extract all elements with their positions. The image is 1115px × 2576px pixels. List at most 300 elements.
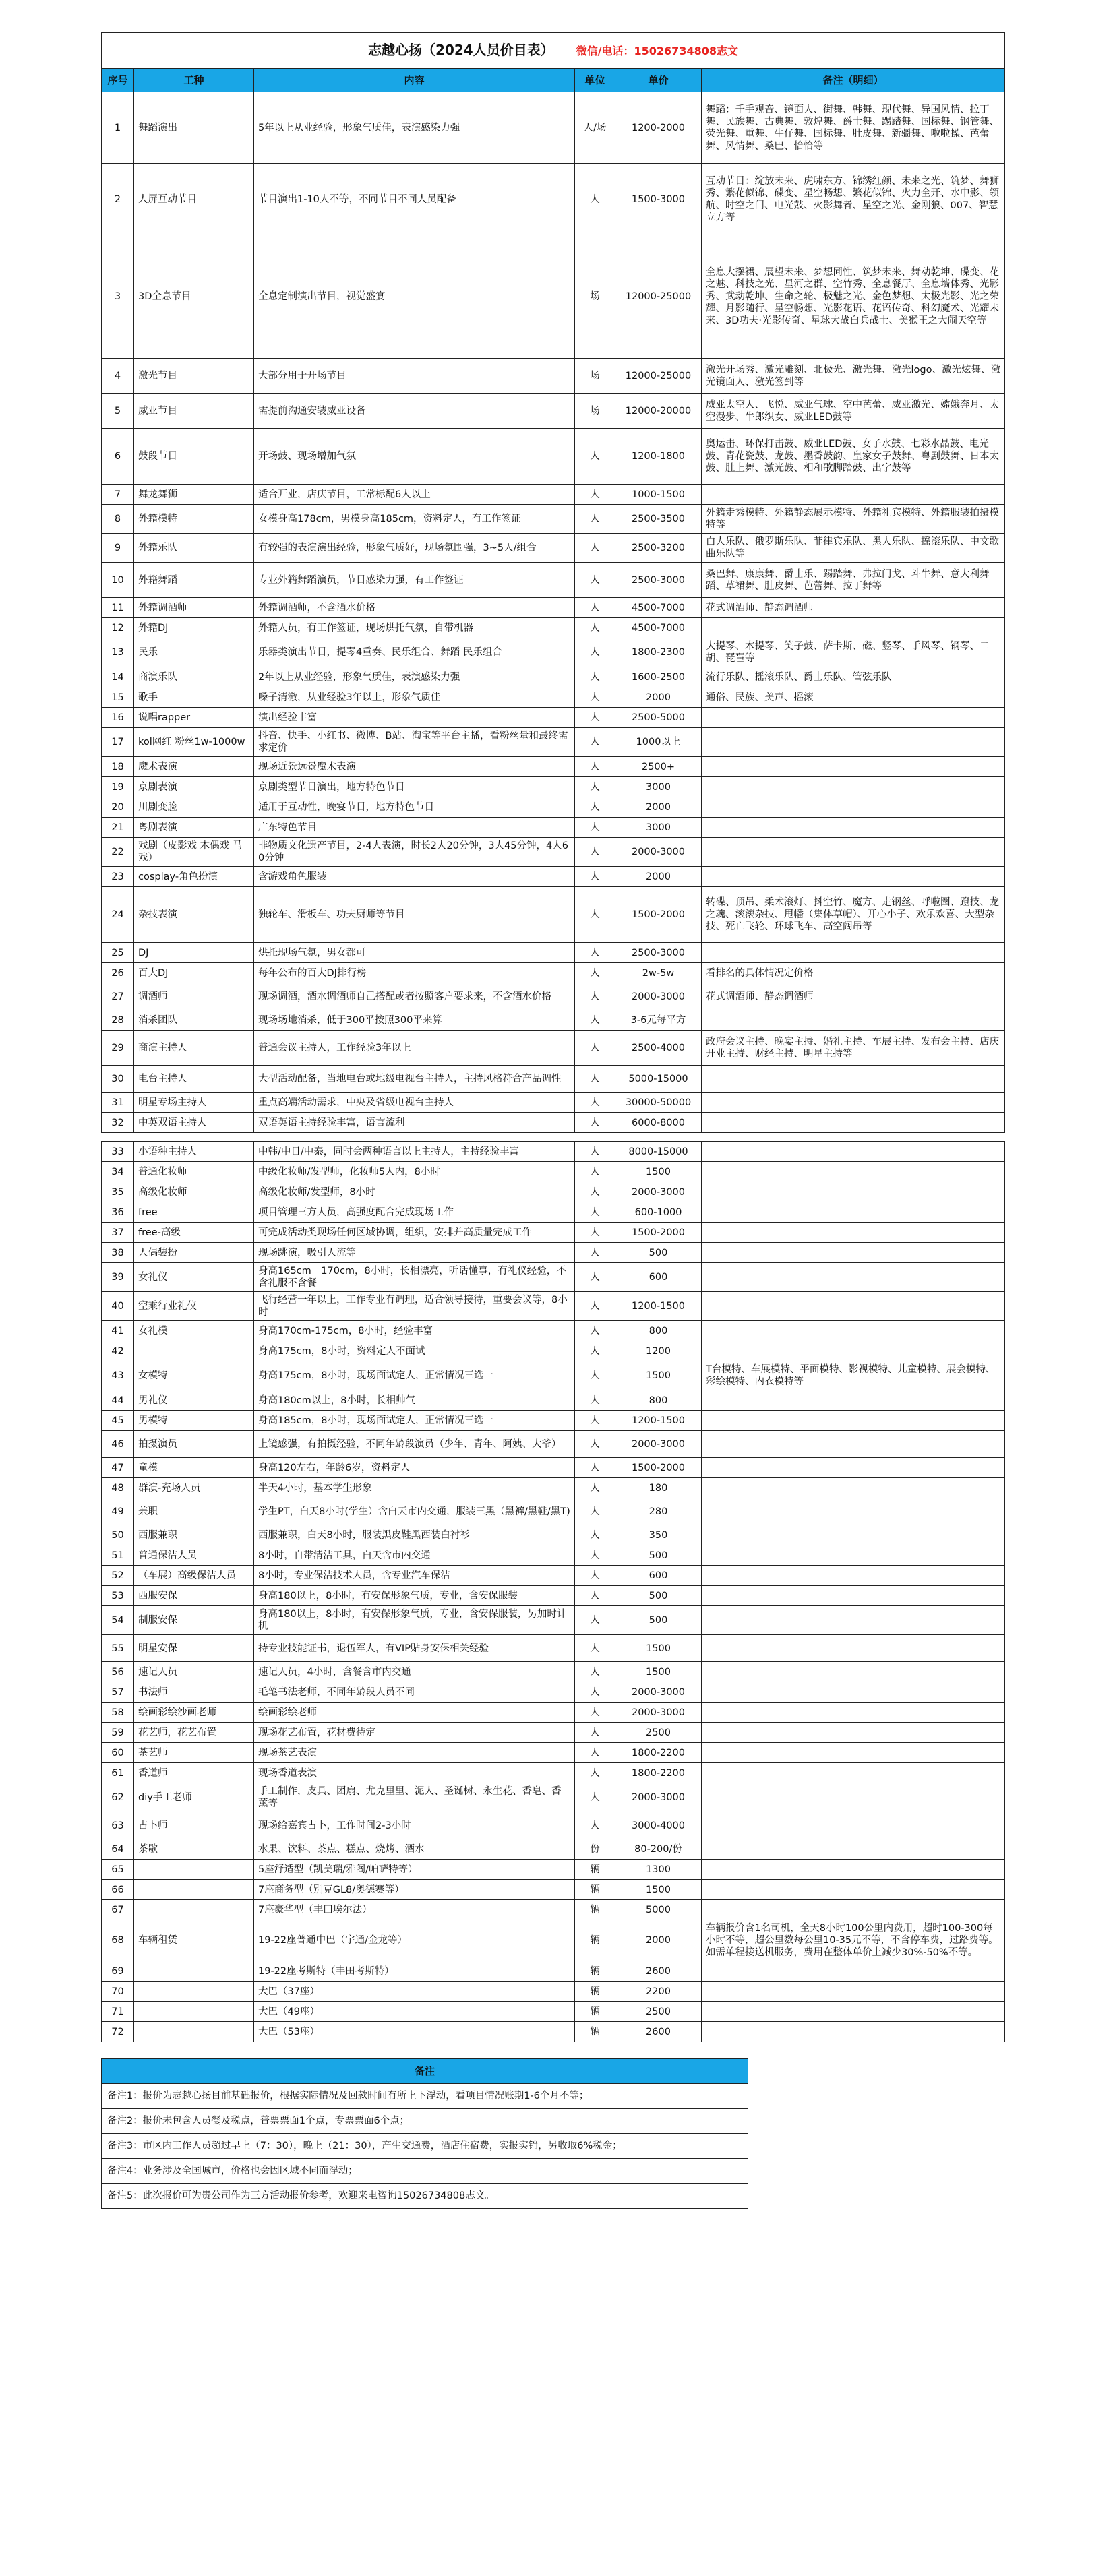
row-remark: [702, 1321, 1005, 1341]
row-type: 茶艺师: [134, 1743, 254, 1763]
row-type: 车辆租赁: [134, 1920, 254, 1961]
row-unit: 人: [575, 1458, 615, 1478]
row-price: 1000-1500: [615, 485, 702, 505]
table-row: [102, 667, 1005, 687]
row-price: 2000-3000: [615, 1703, 702, 1723]
row-type: 明星专场主持人: [134, 1093, 254, 1113]
row-price: 5000: [615, 1900, 702, 1920]
row-unit: 人: [575, 757, 615, 777]
row-type: 女礼模: [134, 1321, 254, 1341]
row-number: 48: [102, 1478, 134, 1498]
table-row: [102, 1113, 1005, 1133]
row-number: 11: [102, 598, 134, 618]
row-price: 80-200/份: [615, 1839, 702, 1860]
table-body-part1: [102, 92, 1005, 1133]
row-type: 商演主持人: [134, 1031, 254, 1066]
row-unit: 人: [575, 1113, 615, 1133]
row-number: 15: [102, 687, 134, 708]
row-unit: 人: [575, 1635, 615, 1662]
row-price: 1500-2000: [615, 887, 702, 943]
row-price: 600-1000: [615, 1202, 702, 1223]
row-number: 39: [102, 1263, 134, 1292]
row-type: 川剧变脸: [134, 797, 254, 818]
row-remark: [702, 2002, 1005, 2022]
row-price: 500: [615, 1606, 702, 1635]
row-content: 19-22座普通中巴（宇通/金龙等）: [254, 1920, 575, 1961]
table-row: [102, 534, 1005, 563]
row-content: 7座豪华型（丰田埃尔法）: [254, 1900, 575, 1920]
row-content: 学生PT，白天8小时(学生）含白天市内交通，服装三黑（黑裤/黑鞋/黑T): [254, 1498, 575, 1525]
row-remark: 车辆报价含1名司机，全天8小时100公里内费用，超时100-300每小时不等，超公里数每公里10-35元不等，不含停车费，过路费等。如需单程接送机服务，费用在整体单价上减少30%-50%不等。: [702, 1920, 1005, 1961]
table-row: [102, 638, 1005, 667]
row-content: 大巴（37座）: [254, 1982, 575, 2002]
row-type: 说唱rapper: [134, 708, 254, 728]
row-type: 书法师: [134, 1682, 254, 1703]
row-price: 2000-3000: [615, 1431, 702, 1458]
row-number: 32: [102, 1113, 134, 1133]
row-number: 13: [102, 638, 134, 667]
row-remark: [702, 867, 1005, 887]
table-row: [102, 1525, 1005, 1545]
row-remark: [702, 1162, 1005, 1182]
row-content: 8小时，专业保洁技术人员，含专业汽车保洁: [254, 1566, 575, 1586]
row-remark: [702, 797, 1005, 818]
row-number: 59: [102, 1723, 134, 1743]
table-row: [102, 1361, 1005, 1390]
row-price: 600: [615, 1263, 702, 1292]
row-remark: 白人乐队、俄罗斯乐队、菲律宾乐队、黑人乐队、摇滚乐队、中文歌曲乐队等: [702, 534, 1005, 563]
row-content: 适合开业，店庆节目，工常标配6人以上: [254, 485, 575, 505]
row-unit: 人: [575, 1723, 615, 1743]
row-content: 7座商务型（别克GL8/奥德赛等）: [254, 1880, 575, 1900]
row-number: 2: [102, 164, 134, 235]
row-number: 28: [102, 1010, 134, 1031]
row-number: 12: [102, 618, 134, 638]
price-table: [101, 32, 1005, 2042]
row-unit: 人: [575, 1031, 615, 1066]
row-unit: 人: [575, 1662, 615, 1682]
row-type: 威亚节目: [134, 394, 254, 429]
row-number: 35: [102, 1182, 134, 1202]
row-content: 全息定制演出节目，视觉盛宴: [254, 235, 575, 359]
row-number: 51: [102, 1545, 134, 1566]
row-number: 25: [102, 943, 134, 963]
table-body-part2: [102, 1142, 1005, 2042]
row-unit: 人: [575, 638, 615, 667]
row-type: 歌手: [134, 687, 254, 708]
row-price: 2500-3200: [615, 534, 702, 563]
row-unit: 人: [575, 1010, 615, 1031]
row-content: 身高175cm，8小时，现场面试定人，正常情况三选一: [254, 1361, 575, 1390]
row-type: 男模特: [134, 1411, 254, 1431]
table-row: [102, 1635, 1005, 1662]
row-remark: [702, 777, 1005, 797]
row-content: 现场场地消杀，低于300平按照300平来算: [254, 1010, 575, 1031]
row-type: cosplay-角色扮演: [134, 867, 254, 887]
table-row: [102, 1292, 1005, 1321]
row-remark: [702, 485, 1005, 505]
row-unit: 人: [575, 1263, 615, 1292]
row-content: 大巴（49座）: [254, 2002, 575, 2022]
row-unit: 人: [575, 505, 615, 534]
row-content: 抖音、快手、小红书、微博、B站、淘宝等平台主播，看粉丝量和最终需求定价: [254, 728, 575, 757]
row-remark: [702, 1812, 1005, 1839]
notes-table: [101, 2058, 748, 2209]
row-number: 62: [102, 1783, 134, 1812]
table-row: [102, 598, 1005, 618]
row-price: 1500-2000: [615, 1223, 702, 1243]
row-price: 2000-3000: [615, 838, 702, 867]
row-number: 50: [102, 1525, 134, 1545]
row-unit: 人: [575, 1223, 615, 1243]
note-text: 备注3：市区内工作人员超过早上（7：30），晚上（21：30），产生交通费，酒店住宿费，实报实销，另收取6%税金；: [102, 2134, 748, 2159]
table-row: [102, 1478, 1005, 1498]
table-row: [102, 687, 1005, 708]
header-unit: 单位: [575, 69, 615, 92]
row-number: 61: [102, 1763, 134, 1783]
row-number: 37: [102, 1223, 134, 1243]
row-number: 1: [102, 92, 134, 164]
row-unit: 人: [575, 429, 615, 485]
row-remark: 转碟、顶吊、柔术滚灯、抖空竹、魔方、走钢丝、呼啦圈、蹬技、龙之魂、滚滚杂技、甩幡（集体草帽）、开心小子、欢乐欢喜、大型杂技、死亡飞轮、环球飞车、高空阔吊等: [702, 887, 1005, 943]
row-content: 身高185cm，8小时，现场面试定人，正常情况三选一: [254, 1411, 575, 1431]
row-price: 1600-2500: [615, 667, 702, 687]
row-type: 西服兼职: [134, 1525, 254, 1545]
row-price: 2200: [615, 1982, 702, 2002]
row-remark: 桑巴舞、康康舞、爵士乐、踢踏舞、弗拉门戈、斗牛舞、意大利舞蹈、草裙舞、肚皮舞、芭蕾舞、拉丁舞等: [702, 563, 1005, 598]
row-unit: 人: [575, 534, 615, 563]
row-type: 外籍舞蹈: [134, 563, 254, 598]
row-number: 63: [102, 1812, 134, 1839]
row-type: 空乘行业礼仪: [134, 1292, 254, 1321]
row-remark: 流行乐队、摇滚乐队、爵士乐队、管弦乐队: [702, 667, 1005, 687]
row-type: 男礼仪: [134, 1390, 254, 1411]
row-unit: 场: [575, 359, 615, 394]
row-type: 绘画彩绘沙画老师: [134, 1703, 254, 1723]
row-remark: [702, 1900, 1005, 1920]
gap-row: [102, 1133, 1005, 1142]
row-price: 2w-5w: [615, 963, 702, 983]
table-row: [102, 708, 1005, 728]
row-unit: 人: [575, 485, 615, 505]
row-type: 调酒师: [134, 983, 254, 1010]
row-remark: [702, 1498, 1005, 1525]
row-number: 22: [102, 838, 134, 867]
table-row: [102, 1743, 1005, 1763]
row-price: 1500-3000: [615, 164, 702, 235]
row-type: 花艺师，花艺布置: [134, 1723, 254, 1743]
row-unit: 人: [575, 1682, 615, 1703]
row-content: 适用于互动性，晚宴节目，地方特色节目: [254, 797, 575, 818]
row-remark: [702, 1142, 1005, 1162]
table-row: [102, 1411, 1005, 1431]
table-gap: [102, 1133, 1005, 1142]
row-unit: 人: [575, 618, 615, 638]
row-price: 3000: [615, 777, 702, 797]
table-row: [102, 1341, 1005, 1361]
row-type: [134, 1341, 254, 1361]
row-price: 2500-3500: [615, 505, 702, 534]
table-row: [102, 1703, 1005, 1723]
row-number: 42: [102, 1341, 134, 1361]
row-type: 兼职: [134, 1498, 254, 1525]
table-row: [102, 485, 1005, 505]
row-price: 1200-1800: [615, 429, 702, 485]
table-row: [102, 1182, 1005, 1202]
row-number: 36: [102, 1202, 134, 1223]
row-unit: 场: [575, 235, 615, 359]
row-unit: 人: [575, 1586, 615, 1606]
row-content: 中级化妆师/发型师，化妆师5人内，8小时: [254, 1162, 575, 1182]
row-unit: 人: [575, 1783, 615, 1812]
row-remark: [702, 1525, 1005, 1545]
row-unit: 人: [575, 667, 615, 687]
row-content: 身高180cm以上，8小时，长相帅气: [254, 1390, 575, 1411]
row-type: free: [134, 1202, 254, 1223]
table-row: [102, 1920, 1005, 1961]
row-content: 含游戏角色服装: [254, 867, 575, 887]
row-unit: 人: [575, 818, 615, 838]
header-type: 工种: [134, 69, 254, 92]
row-remark: [702, 1223, 1005, 1243]
row-type: 百大DJ: [134, 963, 254, 983]
table-row: [102, 728, 1005, 757]
table-row: [102, 1431, 1005, 1458]
row-unit: 人: [575, 1498, 615, 1525]
row-unit: 人: [575, 708, 615, 728]
row-type: kol网红 粉丝1w-1000w: [134, 728, 254, 757]
row-content: 外籍人员，有工作签证，现场烘托气氛，自带机器: [254, 618, 575, 638]
row-type: 激光节目: [134, 359, 254, 394]
row-type: [134, 2002, 254, 2022]
row-unit: 辆: [575, 2002, 615, 2022]
row-unit: 人: [575, 1093, 615, 1113]
row-type: 粤剧表演: [134, 818, 254, 838]
row-remark: [702, 757, 1005, 777]
row-unit: 人: [575, 1341, 615, 1361]
row-number: 52: [102, 1566, 134, 1586]
table-row: [102, 838, 1005, 867]
row-number: 56: [102, 1662, 134, 1682]
row-remark: [702, 1202, 1005, 1223]
row-unit: 人/场: [575, 92, 615, 164]
row-price: 6000-8000: [615, 1113, 702, 1133]
row-remark: [702, 1390, 1005, 1411]
row-unit: 人: [575, 1162, 615, 1182]
row-number: 41: [102, 1321, 134, 1341]
row-remark: T台模特、车展模特、平面模特、影视模特、儿童模特、展会模特、彩绘模特、内衣模特等: [702, 1361, 1005, 1390]
row-content: 乐器类演出节目，提琴4重奏、民乐组合、舞蹈 民乐组合: [254, 638, 575, 667]
row-number: 20: [102, 797, 134, 818]
row-number: 71: [102, 2002, 134, 2022]
row-content: 节目演出1-10人不等，不同节目不同人员配备: [254, 164, 575, 235]
row-type: 拍摄演员: [134, 1431, 254, 1458]
row-remark: [702, 1292, 1005, 1321]
table-row: [102, 1982, 1005, 2002]
header-price: 单价: [615, 69, 702, 92]
row-content: 西服兼职，白天8小时，服装黑皮鞋黑西装白衬衫: [254, 1525, 575, 1545]
row-remark: [702, 618, 1005, 638]
row-content: 身高165cm－170cm，8小时，长相漂亮，听话懂事，有礼仪经验，不含礼服不含餐: [254, 1263, 575, 1292]
header-content: 内容: [254, 69, 575, 92]
note-text: 备注2：报价未包含人员餐及税点，普票票面1个点，专票票面6个点；: [102, 2109, 748, 2134]
row-price: 500: [615, 1545, 702, 1566]
row-price: 3000-4000: [615, 1812, 702, 1839]
row-price: 3-6元每平方: [615, 1010, 702, 1031]
row-price: 8000-15000: [615, 1142, 702, 1162]
row-price: 2500-4000: [615, 1031, 702, 1066]
header-row: [102, 69, 1005, 92]
row-content: 速记人员，4小时，含餐含市内交通: [254, 1662, 575, 1682]
row-price: 2000: [615, 797, 702, 818]
table-row: [102, 1031, 1005, 1066]
table-row: [102, 1263, 1005, 1292]
row-remark: [702, 1545, 1005, 1566]
row-remark: [702, 1458, 1005, 1478]
row-unit: 人: [575, 1202, 615, 1223]
row-number: 8: [102, 505, 134, 534]
row-type: 高级化妆师: [134, 1182, 254, 1202]
row-number: 23: [102, 867, 134, 887]
row-remark: [702, 1113, 1005, 1133]
row-type: 群演-充场人员: [134, 1478, 254, 1498]
row-type: 舞龙舞狮: [134, 485, 254, 505]
row-remark: 花式调酒师、静态调酒师: [702, 983, 1005, 1010]
row-content: 身高180以上，8小时，有安保形象气质，专业，含安保服装，另加时计机: [254, 1606, 575, 1635]
row-content: 8小时，自带清洁工具，白天含市内交通: [254, 1545, 575, 1566]
row-type: diy手工老师: [134, 1783, 254, 1812]
row-type: 京剧表演: [134, 777, 254, 797]
row-unit: 辆: [575, 1982, 615, 2002]
row-price: 1300: [615, 1860, 702, 1880]
row-remark: 互动节目：绽放未来、虎啸东方、锦绣红颜、未来之光、筑梦、舞狮秀、繁花似锦、碟变、星空畅想、繁花似锦、火力全开、水中影、领航、时空之门、电光鼓、火影舞者、星空之光、金刚狼、007、智慧立方等: [702, 164, 1005, 235]
table-row: [102, 1093, 1005, 1113]
table-row: [102, 1458, 1005, 1478]
row-unit: 辆: [575, 1860, 615, 1880]
row-price: 1500-2000: [615, 1458, 702, 1478]
row-number: 10: [102, 563, 134, 598]
row-number: 47: [102, 1458, 134, 1478]
row-remark: [702, 1431, 1005, 1458]
row-price: 30000-50000: [615, 1093, 702, 1113]
row-remark: 政府会议主持、晚宴主持、婚礼主持、车展主持、发布会主持、店庆开业主持、财经主持、明星主持等: [702, 1031, 1005, 1066]
row-content: 双语英语主持经验丰富，语言流利: [254, 1113, 575, 1133]
row-remark: [702, 1682, 1005, 1703]
note-row: [102, 2184, 748, 2209]
row-price: 2000-3000: [615, 1182, 702, 1202]
table-row: [102, 1498, 1005, 1525]
row-price: 1200-1500: [615, 1292, 702, 1321]
row-unit: 人: [575, 1066, 615, 1093]
row-remark: [702, 1723, 1005, 1743]
row-number: 45: [102, 1411, 134, 1431]
row-price: 1800-2200: [615, 1743, 702, 1763]
row-content: 身高180以上，8小时，有安保形象气质，专业，含安保服装: [254, 1586, 575, 1606]
row-number: 5: [102, 394, 134, 429]
row-type: 人偶装扮: [134, 1243, 254, 1263]
row-remark: [702, 838, 1005, 867]
row-remark: [702, 708, 1005, 728]
row-number: 65: [102, 1860, 134, 1880]
row-type: 外籍模特: [134, 505, 254, 534]
table-row: [102, 1321, 1005, 1341]
row-price: 1800-2300: [615, 638, 702, 667]
row-content: 大巴（53座）: [254, 2022, 575, 2042]
row-remark: [702, 1860, 1005, 1880]
row-number: 53: [102, 1586, 134, 1606]
row-type: 鼓段节目: [134, 429, 254, 485]
row-remark: 花式调酒师、静态调酒师: [702, 598, 1005, 618]
table-row: [102, 1223, 1005, 1243]
row-remark: [702, 1635, 1005, 1662]
row-price: 180: [615, 1478, 702, 1498]
row-number: 7: [102, 485, 134, 505]
row-type: 电台主持人: [134, 1066, 254, 1093]
note-row: [102, 2084, 748, 2109]
row-number: 54: [102, 1606, 134, 1635]
row-price: 2600: [615, 1961, 702, 1982]
row-unit: 辆: [575, 2022, 615, 2042]
table-row: [102, 1860, 1005, 1880]
table-row: [102, 1763, 1005, 1783]
row-content: 毛笔书法老师，不同年龄段人员不同: [254, 1682, 575, 1703]
row-remark: 通俗、民族、美声、摇滚: [702, 687, 1005, 708]
row-number: 72: [102, 2022, 134, 2042]
row-number: 38: [102, 1243, 134, 1263]
row-content: 女模身高178cm，男模身高185cm，资料定人，有工作签证: [254, 505, 575, 534]
row-content: 大部分用于开场节目: [254, 359, 575, 394]
row-type: 明星安保: [134, 1635, 254, 1662]
table-row: [102, 983, 1005, 1010]
row-number: 30: [102, 1066, 134, 1093]
row-price: 2500+: [615, 757, 702, 777]
table-row: [102, 1900, 1005, 1920]
row-content: 身高175cm，8小时，资料定人不面试: [254, 1341, 575, 1361]
table-row: [102, 235, 1005, 359]
note-row: [102, 2159, 748, 2184]
row-price: 4500-7000: [615, 598, 702, 618]
row-price: 280: [615, 1498, 702, 1525]
row-type: 普通保洁人员: [134, 1545, 254, 1566]
table-row: [102, 943, 1005, 963]
row-unit: 人: [575, 1812, 615, 1839]
row-price: 1500: [615, 1635, 702, 1662]
row-content: 每年公布的百大DJ排行榜: [254, 963, 575, 983]
row-number: 57: [102, 1682, 134, 1703]
row-number: 17: [102, 728, 134, 757]
table-row: [102, 1162, 1005, 1182]
row-remark: [702, 1783, 1005, 1812]
row-type: 女礼仪: [134, 1263, 254, 1292]
row-content: 专业外籍舞蹈演员，节目感染力强，有工作签证: [254, 563, 575, 598]
row-unit: 人: [575, 943, 615, 963]
row-unit: 人: [575, 1566, 615, 1586]
row-price: 2000: [615, 1920, 702, 1961]
sheet-title: [102, 33, 1005, 69]
row-remark: [702, 818, 1005, 838]
table-row: [102, 359, 1005, 394]
row-number: 29: [102, 1031, 134, 1066]
table-row: [102, 563, 1005, 598]
row-content: 高级化妆师/发型师，8小时: [254, 1182, 575, 1202]
row-content: 上镜感强，有拍摄经验，不同年龄段演员（少年、青年、阿姨、大爷）: [254, 1431, 575, 1458]
row-content: 可完成活动类现场任何区域协调，组织，安排并高质量完成工作: [254, 1223, 575, 1243]
row-type: 外籍乐队: [134, 534, 254, 563]
row-unit: 辆: [575, 1880, 615, 1900]
table-row: [102, 818, 1005, 838]
row-price: 2000-3000: [615, 1783, 702, 1812]
row-number: 16: [102, 708, 134, 728]
